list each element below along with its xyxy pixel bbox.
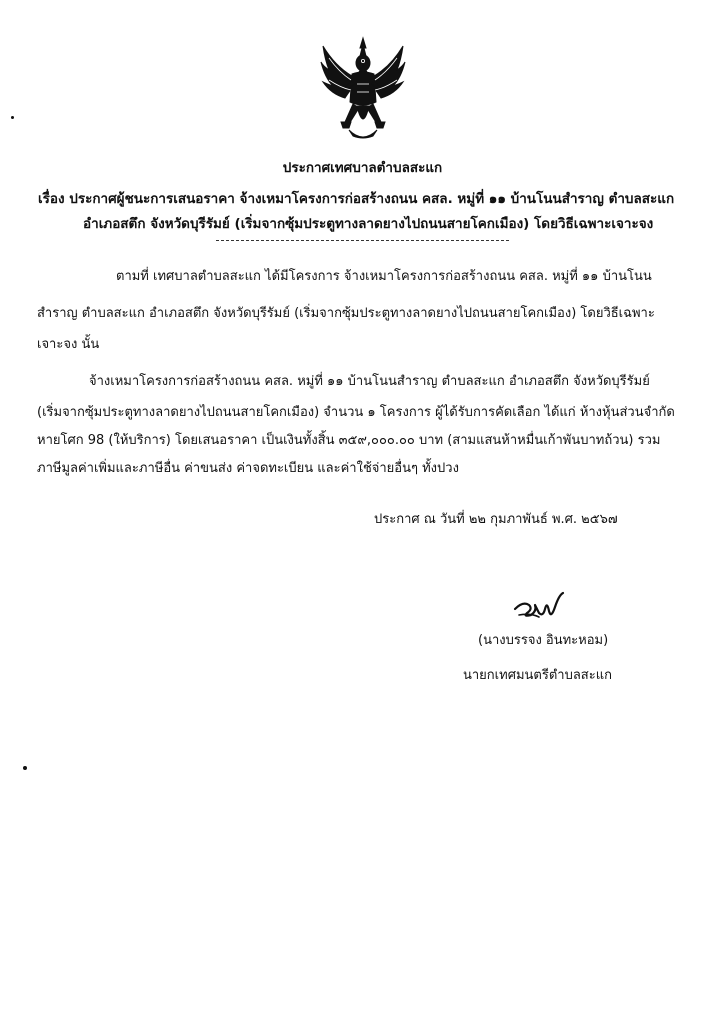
paragraph-line: (เริ่มจากซุ้มประตูทางลาดยางไปถนนสายโคกเมือง) จำนวน ๑ โครงการ ผู้ได้รับการคัดเลือก ได้แก่ ห้างหุ้นส่วนจำกัด (37, 405, 675, 420)
paragraph-line: ตามที่ เทศบาลตำบลสะแก ได้มีโครงการ จ้างเหมาโครงการก่อสร้างถนน คสล. หมู่ที่ ๑๑ บ้านโนน (116, 269, 652, 284)
signer-name: (นางบรรจง อินทะหอม) (478, 633, 609, 648)
paragraph-line: เจาะจง นั้น (37, 337, 100, 352)
paragraph-line: หายโศก 98 (ให้บริการ) โดยเสนอราคา เป็นเงินทั้งสิ้น ๓๕๙,๐๐๐.๐๐ บาท (สามแสนห้าหมื่นเก้าพันบาทถ้วน) รวม (37, 433, 661, 448)
scan-speck (11, 116, 14, 119)
subject-line: เรื่อง ประกาศผู้ชนะการเสนอราคา จ้างเหมาโครงการก่อสร้างถนน คสล. หมู่ที่ ๑๑ บ้านโนนสำราญ ตำบลสะแก (38, 191, 675, 207)
document-title: ประกาศเทศบาลตำบลสะแก (282, 160, 443, 176)
paragraph-line: จ้างเหมาโครงการก่อสร้างถนน คสล. หมู่ที่ ๑๑ บ้านโนนสำราญ ตำบลสะแก อำเภอสตึก จังหวัดบุรีรัมย์ (89, 374, 650, 389)
garuda-emblem-icon (319, 36, 407, 144)
scan-speck (23, 766, 27, 770)
separator-line (216, 240, 509, 241)
handwritten-signature (513, 591, 567, 621)
paragraph-line: ภาษีมูลค่าเพิ่มและภาษีอื่น ค่าขนส่ง ค่าจดทะเบียน และค่าใช้จ่ายอื่นๆ ทั้งปวง (37, 461, 459, 476)
announcement-date: ประกาศ ณ วันที่ ๒๒ กุมภาพันธ์ พ.ศ. ๒๕๖๗ (374, 512, 618, 527)
signer-position: นายกเทศมนตรีตำบลสะแก (463, 668, 612, 683)
paragraph-line: สำราญ ตำบลสะแก อำเภอสตึก จังหวัดบุรีรัมย์ (เริ่มจากซุ้มประตูทางลาดยางไปถนนสายโคกเมือง) โดยวิธีเฉพาะ (37, 306, 655, 321)
subject-line-continued: อำเภอสตึก จังหวัดบุรีรัมย์ (เริ่มจากซุ้มประตูทางลาดยางไปถนนสายโคกเมือง) โดยวิธีเฉพาะเจาะจง (83, 216, 654, 232)
